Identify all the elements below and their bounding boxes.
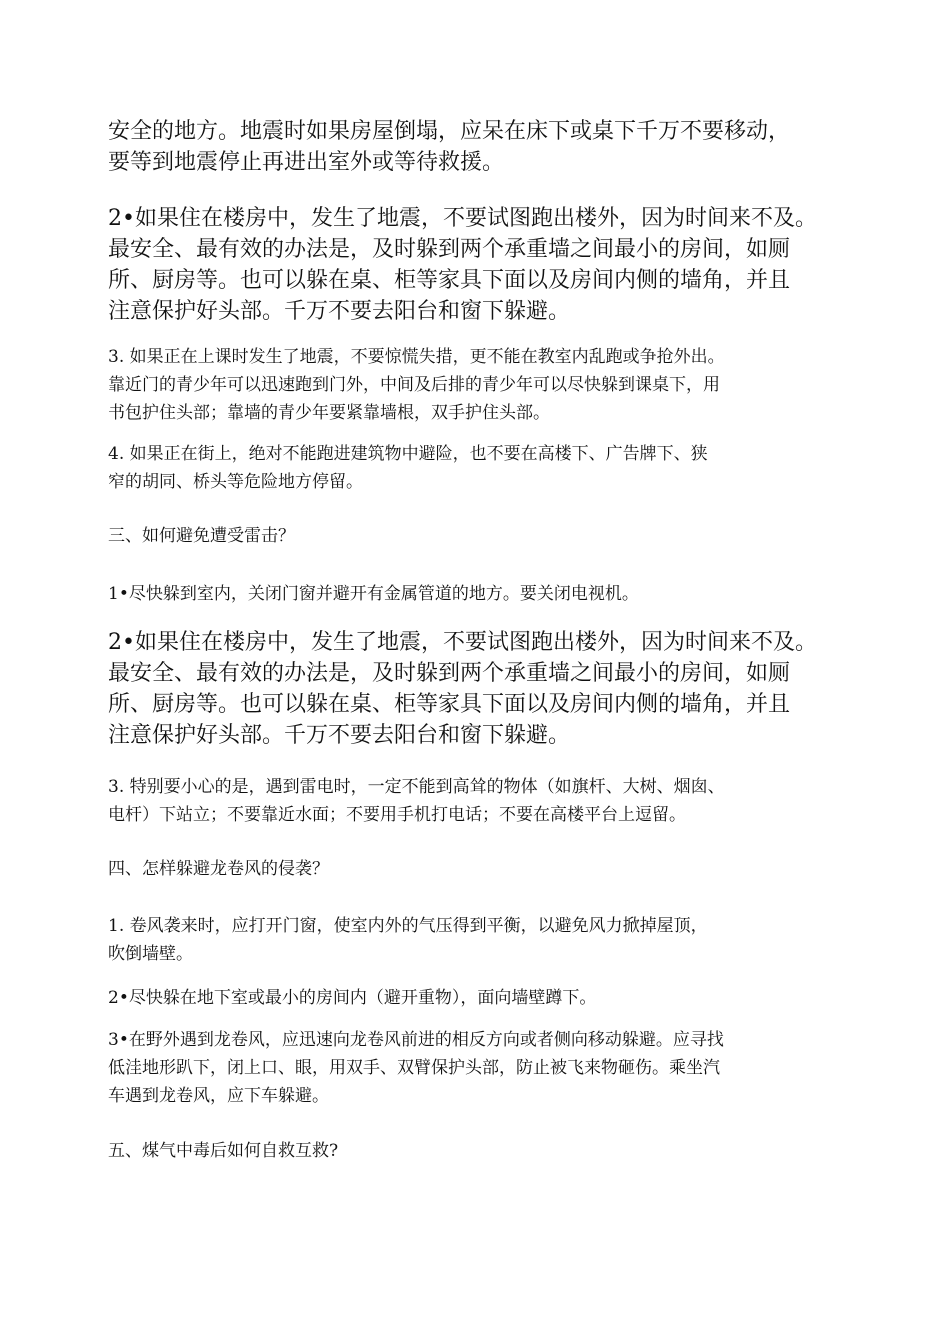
text-line: 低洼地形趴下，闭上口、眼，用双手、双臂保护头部，防止被飞来物砸伤。乘坐汽	[108, 1058, 720, 1078]
paragraph-tornado-basement	[108, 984, 868, 1012]
text-line: 靠近门的青少年可以迅速跑到门外，中间及后排的青少年可以尽快躲到课桌下，用	[108, 375, 720, 395]
text-line: 窄的胡同、桥头等危险地方停留。	[108, 472, 363, 492]
text-line: 3. 特别要小心的是，遇到雷电时，一定不能到高耸的物体（如旗杆、大树、烟囱、	[108, 777, 725, 797]
paragraph-tornado-windows	[108, 912, 868, 968]
text-line: 2•尽快躲在地下室或最小的房间内（避开重物），面向墙壁蹲下。	[108, 988, 597, 1008]
text-line: 所、厨房等。也可以躲在桌、柜等家具下面以及房间内侧的墙角，并且	[108, 692, 791, 717]
heading-text: 三、如何避免遭受雷击？	[108, 526, 295, 546]
text-line: 所、厨房等。也可以躲在桌、柜等家具下面以及房间内侧的墙角，并且	[108, 268, 791, 293]
text-line: 要等到地震停止再进出室外或等待救援。	[108, 150, 505, 175]
text-line: 2•如果住在楼房中，发生了地震，不要试图跑出楼外，因为时间来不及。	[108, 630, 817, 655]
paragraph-tornado-outdoors	[108, 1026, 868, 1110]
text-line: 吹倒墙壁。	[108, 944, 193, 964]
text-line: 最安全、最有效的办法是，及时躲到两个承重墙之间最小的房间，如厕	[108, 661, 791, 686]
section-heading-lightning	[108, 522, 868, 550]
text-line: 注意保护好头部。千万不要去阳台和窗下躲避。	[108, 299, 571, 324]
text-line: 车遇到龙卷风，应下车躲避。	[108, 1086, 329, 1106]
paragraph-lightning-tall-objects	[108, 773, 868, 829]
paragraph-earthquake-shelter-end	[108, 116, 868, 178]
text-line: 书包护住头部；靠墙的青少年要紧靠墙根，双手护住头部。	[108, 403, 550, 423]
paragraph-earthquake-building	[108, 203, 868, 327]
text-line: 3•在野外遇到龙卷风，应迅速向龙卷风前进的相反方向或者侧向移动躲避。应寻找	[108, 1030, 724, 1050]
section-heading-gas-poisoning	[108, 1137, 868, 1165]
text-line: 注意保护好头部。千万不要去阳台和窗下躲避。	[108, 723, 571, 748]
paragraph-earthquake-street	[108, 440, 868, 496]
text-line: 1•尽快躲到室内，关闭门窗并避开有金属管道的地方。要关闭电视机。	[108, 584, 639, 604]
text-line: 3. 如果正在上课时发生了地震，不要惊慌失措，更不能在教室内乱跑或争抢外出。	[108, 347, 725, 367]
text-line: 2•如果住在楼房中，发生了地震，不要试图跑出楼外，因为时间来不及。	[108, 206, 817, 231]
text-line: 电杆）下站立；不要靠近水面；不要用手机打电话；不要在高楼平台上逗留。	[108, 805, 686, 825]
text-line: 最安全、最有效的办法是，及时躲到两个承重墙之间最小的房间，如厕	[108, 237, 791, 262]
paragraph-earthquake-classroom	[108, 343, 868, 427]
heading-text: 四、怎样躲避龙卷风的侵袭？	[108, 859, 329, 879]
section-heading-tornado	[108, 855, 868, 883]
text-line: 安全的地方。地震时如果房屋倒塌，应呆在床下或桌下千万不要移动，	[108, 119, 791, 144]
paragraph-lightning-building	[108, 627, 868, 751]
paragraph-lightning-indoors	[108, 580, 868, 608]
text-line: 4. 如果正在街上，绝对不能跑进建筑物中避险，也不要在高楼下、广告牌下、狭	[108, 444, 708, 464]
heading-text: 五、煤气中毒后如何自救互救?	[108, 1141, 339, 1161]
text-line: 1. 卷风袭来时，应打开门窗，使室内外的气压得到平衡，以避免风力掀掉屋顶，	[108, 916, 708, 936]
